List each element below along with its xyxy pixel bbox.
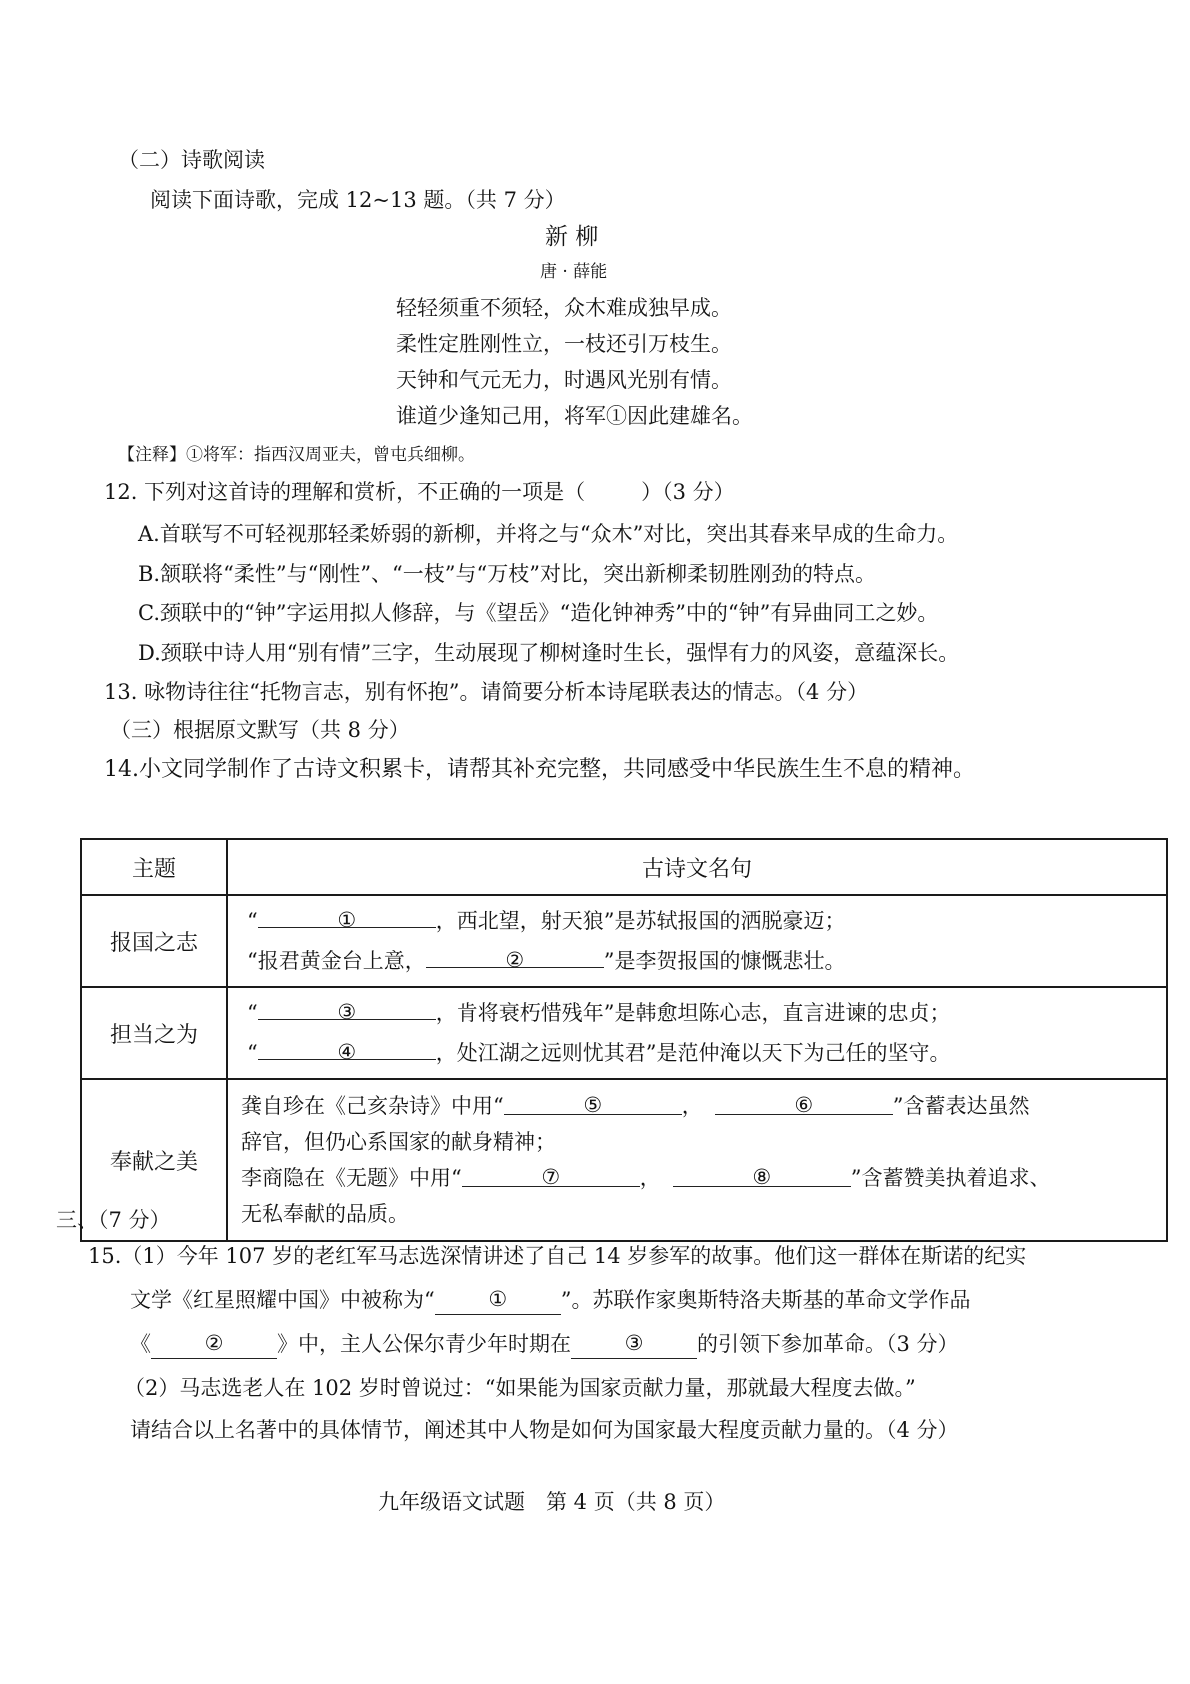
header-lines: 古诗文名句 [227,839,1167,895]
page-footer: 九年级语文试题 第 4 页（共 8 页） [378,1490,726,1514]
blank-15-2[interactable]: ② [151,1332,277,1359]
table-row [81,895,1167,987]
blank-3[interactable]: ③ [258,993,436,1020]
blank-15-1[interactable]: ① [435,1288,561,1315]
question-15-line: 15.（1）今年 107 岁的老红军马志选深情讲述了自己 14 岁参军的故事。他们这一群体在斯诺的纪实 [88,1244,1027,1268]
blank-6[interactable]: ⑥ [715,1088,893,1115]
section-heading-dictation: （三）根据原文默写（共 8 分） [110,718,410,742]
question-13: 13. 咏物诗往往“托物言志，别有怀抱”。请简要分析本诗尾联表达的情志。（4 分） [104,680,869,704]
option-c: C.颈联中的“钟”字运用拟人修辞，与《望岳》“造化钟神秀”中的“钟”有异曲同工之妙。 [138,601,939,625]
poem-line: 谁道少逢知己用，将军①因此建雄名。 [396,404,753,428]
poem-annotation: 【注释】①将军：指西汉周亚夫，曾屯兵细柳。 [118,445,475,465]
option-b: B.颔联将“柔性”与“刚性”、“一枝”与“万枝”对比，突出新柳柔韧胜刚劲的特点。 [138,562,876,586]
row-lines [227,987,1167,1079]
question-12-stem-text: 12. 下列对这首诗的理解和赏析，不正确的一项是（ [104,480,586,504]
table-row [81,1079,1167,1241]
poem-line: 柔性定胜刚性立，一枝还引万枝生。 [396,332,732,356]
row-theme: 担当之为 [81,987,227,1079]
row-lines [227,895,1167,987]
poem-line: 天钟和气元无力，时遇风光别有情。 [396,368,732,392]
question-12-stem [104,476,735,506]
question-15-line: （2）马志选老人在 102 岁时曾说过：“如果能为国家贡献力量，那就最大程度去做。” [124,1376,916,1400]
line-item: 无私奉献的品质。 [241,1202,409,1226]
poem-title: 新 柳 [545,224,599,250]
question-15-line: 请结合以上名著中的具体情节，阐述其中人物是如何为国家最大程度贡献力量的。（4 分） [130,1418,959,1442]
blank-8[interactable]: ⑧ [673,1160,851,1187]
line-item: “ ③ ，肯将衰朽惜残年”是韩愈坦陈心志，直言进谏的忠贞； [229,993,1165,1033]
table-row [81,987,1167,1079]
line-item: “ ① ，西北望，射天狼”是苏轼报国的洒脱豪迈； [229,901,1165,941]
line-item: 辞官，但仍心系国家的献身精神； [241,1130,556,1154]
row-theme: 奉献之美 [81,1079,227,1241]
part-3-heading: 三、（7 分） [56,1208,171,1232]
blank-2[interactable]: ② [426,941,604,968]
poetry-card-table [80,838,1168,1242]
blank-15-3[interactable]: ③ [571,1332,697,1359]
table-header-row [81,839,1167,895]
line-item: 龚自珍在《己亥杂诗》中用“ ⑤ ， ⑥ ”含蓄表达虽然 [229,1088,1165,1124]
line-item: “报君黄金台上意， ② ”是李贺报国的慷慨悲壮。 [229,941,1165,981]
question-15-line: 文学《红星照耀中国》中被称为“ ① ”。苏联作家奥斯特洛夫斯基的革命文学作品 [130,1284,970,1315]
row-lines [227,1079,1167,1241]
row-theme: 报国之志 [81,895,227,987]
option-a: A.首联写不可轻视那轻柔娇弱的新柳，并将之与“众木”对比，突出其春来早成的生命力。 [138,522,959,546]
question-14-stem: 14.小文同学制作了古诗文积累卡，请帮其补充完整，共同感受中华民族生生不息的精神。 [104,757,975,782]
question-12-points: ）（3 分） [641,480,735,504]
blank-4[interactable]: ④ [258,1033,436,1060]
blank-5[interactable]: ⑤ [504,1088,682,1115]
section-heading-poetry: （二）诗歌阅读 [118,148,265,172]
poetry-instruction: 阅读下面诗歌，完成 12~13 题。（共 7 分） [150,188,566,212]
line-item: “ ④ ，处江湖之远则忧其君”是范仲淹以天下为己任的坚守。 [229,1033,1165,1073]
poem-author: 唐 · 薛能 [540,262,608,282]
line-item: 李商隐在《无题》中用“ ⑦ ， ⑧ ”含蓄赞美执着追求、 [229,1160,1165,1196]
question-15-line: 《 ② 》中，主人公保尔青少年时期在 ③ 的引领下参加革命。（3 分） [130,1328,959,1359]
blank-1[interactable]: ① [258,901,436,928]
option-d: D.颈联中诗人用“别有情”三字，生动展现了柳树逢时生长，强悍有力的风姿，意蕴深长。 [138,641,960,665]
poem-line: 轻轻须重不须轻，众木难成独早成。 [396,296,732,320]
blank-7[interactable]: ⑦ [462,1160,640,1187]
header-theme: 主题 [81,839,227,895]
